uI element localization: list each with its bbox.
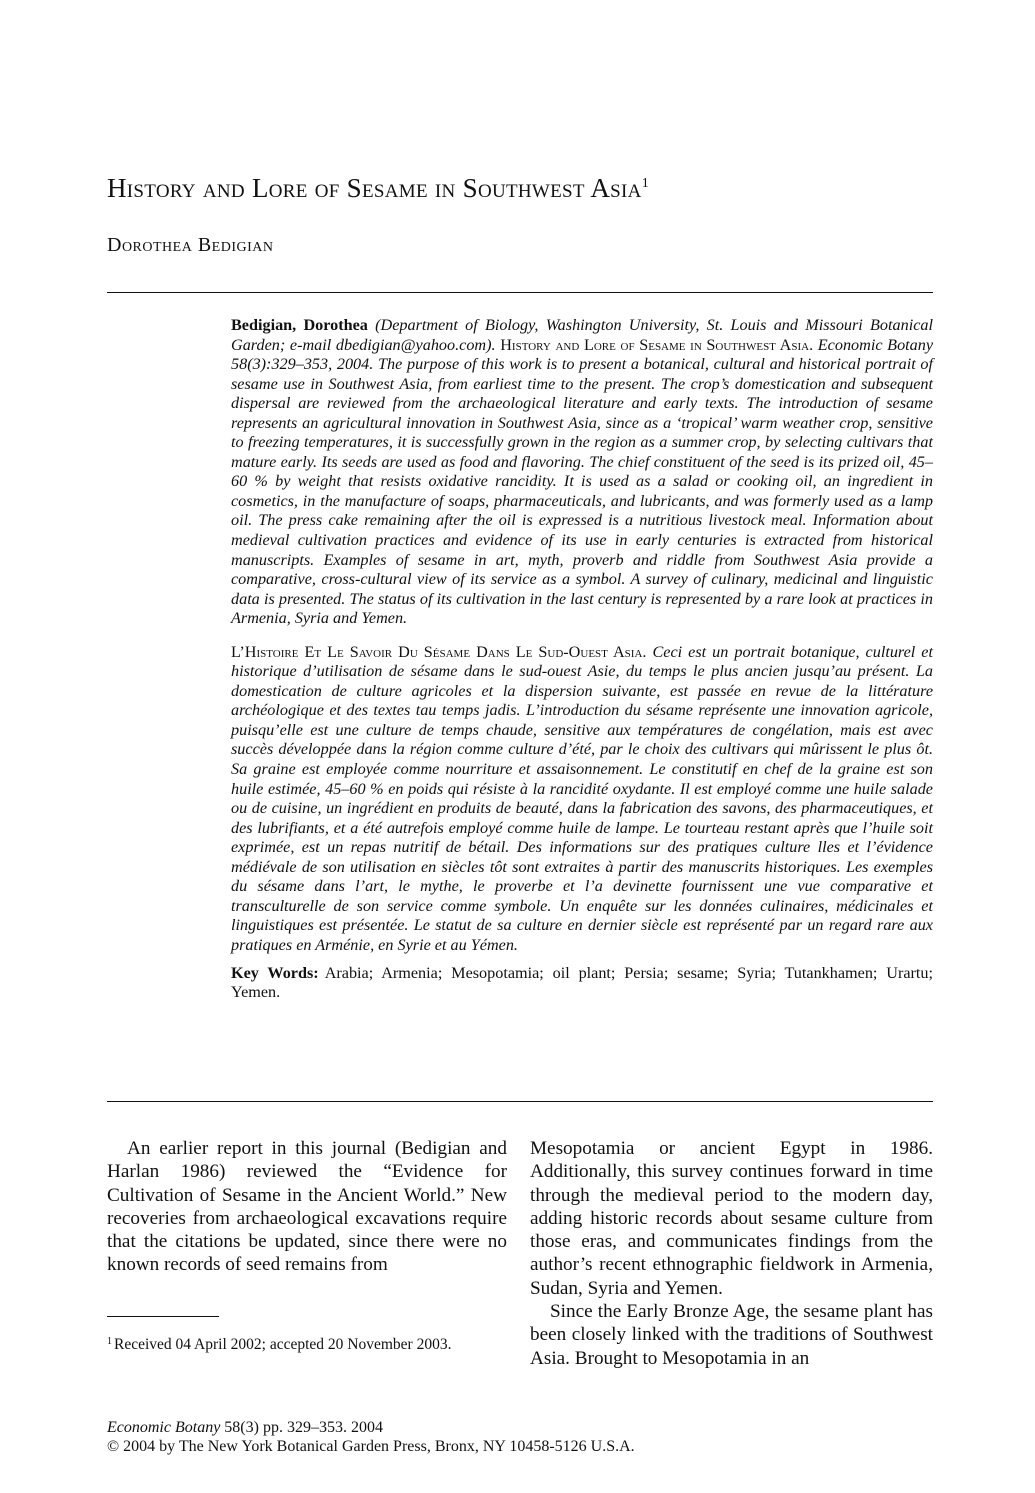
footnote-text: Received 04 April 2002; accepted 20 November 2003. bbox=[114, 1336, 452, 1353]
keywords bbox=[231, 964, 933, 1003]
abstract-citation: Economic Botany 58(3):329–353, 2004. bbox=[231, 335, 934, 374]
body-column-left bbox=[107, 1137, 507, 1277]
title-footnote-mark: 1 bbox=[641, 176, 650, 191]
footnote-mark: 1 bbox=[107, 1336, 112, 1347]
abstract-author-name: Bedigian, Dorothea bbox=[231, 316, 368, 334]
journal-name: Economic Botany bbox=[107, 1419, 221, 1436]
body-paragraph: Since the Early Bronze Age, the sesame plant has been closely linked with the traditions of Southwest Asia. Brought to Mesopotamia in an bbox=[530, 1301, 933, 1369]
footnote-divider bbox=[107, 1316, 219, 1317]
abstract-french-text: Ceci est un portrait botanique, culturel et historique d’utilisation de sésame dans le sud-ouest Asie, du temps le plus ancien jusqu’au présent. La domestication de culture agricoles et la dispersion suivante, est passée en revue de la littérature archéologique et des textes tau temps jadis. L’introduction du sésame représente une innovation agricole, puisqu’elle est une culture de temps chaude, sensitive aux températures de congélation, mais est avec succès développée dans la région comme culture d’été, par le choix des cultivars qui mûrissent le plus ôt. Sa graine est employée comme nourriture et assaisonnement. Le constitutif en chef de la graine est son huile estimée, 45–60 % en poids qui résiste à la rancidité oxydante. Il est employé comme une huile salade ou de cuisine, un ingrédient en produits de beauté, dans la fabrication des savons, des pharmaceutiques, et des lubrifiants, et a été autrefois employé comme huile de lampe. Le tourteau restant après que l’huile soit exprimée, est un repas nutritif de bétail. Des informations sur des pratiques culture lles et l’évidence médiévale de son utilisation en siècles tôt sont extraites à partir des manuscrits historiques. Les exemples du sésame dans l’art, le mythe, le proverbe et l’a devinette fournissent une vue comparative et transculturelle de son service comme symbole. Un enquête sur les données culinaires, médicinales et linguistiques est présentée. Le statut de sa culture en dernier siècle est représenté par un regard rare aux pratiques en Arménie, en Syrie et au Yémen. bbox=[231, 642, 933, 954]
keywords-label: Key Words: bbox=[231, 963, 319, 982]
bottom-divider bbox=[107, 1101, 933, 1102]
top-divider bbox=[107, 292, 933, 293]
article-title bbox=[107, 173, 649, 204]
abstract-french bbox=[231, 643, 933, 956]
abstract-block bbox=[231, 316, 933, 1003]
article-title-text: History and Lore of Sesame in Southwest Asia bbox=[107, 173, 642, 203]
abstract-french-title: L’Histoire Et Le Savoir Du Sésame Dans Le Sud-Ouest Asia. bbox=[231, 642, 647, 661]
body-column-right bbox=[530, 1137, 933, 1370]
article-author: Dorothea Bedigian bbox=[107, 234, 274, 256]
footnote bbox=[107, 1332, 507, 1354]
copyright-line: © 2004 by The New York Botanical Garden Press, Bronx, NY 10458-5126 U.S.A. bbox=[107, 1438, 635, 1455]
abstract-text: The purpose of this work is to present a botanical, cultural and historical portrait of sesame use in Southwest Asia, from earliest time to the present. The crop’s domestication and subsequent dispersal are reviewed from the archaeological literature and early texts. The introduction of sesame represents an agricultural innovation in Southwest Asia, since as a ‘tropical’ warm weather crop, sensitive to freezing temperatures, it is successfully grown in the region as a summer crop, by selecting cultivars that mature early. Its seeds are used as food and flavoring. The chief constituent of the seed is its prized oil, 45–60 % by weight that resists oxidative rancidity. It is used as a salad or cooking oil, an ingredient in cosmetics, in the manufacture of soaps, pharmaceuticals, and lubricants, and was formerly used as a lamp oil. The press cake remaining after the oil is expressed is a nutritious livestock meal. Information about medieval cultivation practices and evidence of its use in early centuries is extracted from historical manuscripts. Examples of sesame in art, myth, proverb and riddle from Southwest Asia provide a comparative, cross-cultural view of its service as a symbol. A survey of culinary, medicinal and linguistic data is presented. The status of its cultivation in the last century is represented by a rare look at practices in Armenia, Syria and Yemen. bbox=[231, 355, 934, 628]
abstract-title-repeat: History and Lore of Sesame in Southwest Asia. bbox=[500, 335, 814, 354]
journal-issue: 58(3) pp. 329–353. 2004 bbox=[224, 1419, 383, 1436]
body-paragraph: An earlier report in this journal (Bedigian and Harlan 1986) reviewed the “Evidence for Cultivation of Sesame in the Ancient World.” New recoveries from archaeological excavations require that the citations be updated, since there were no known records of seed remains from bbox=[107, 1138, 507, 1276]
abstract-affiliation: (Department of Biology, Washington University, St. Louis and Missouri Botanical Garden; e-mail dbedigian@yahoo.com). bbox=[231, 316, 933, 354]
journal-citation bbox=[107, 1418, 383, 1437]
keywords-list: Arabia; Armenia; Mesopotamia; oil plant; Persia; sesame; Syria; Tutankhamen; Urartu; Yemen. bbox=[231, 963, 934, 1002]
abstract-english bbox=[231, 316, 933, 629]
body-paragraph-continued: Mesopotamia or ancient Egypt in 1986. Additionally, this survey continues forward in time through the medieval period to the modern day, adding historic records about sesame culture from those eras, and communicates findings from the author’s recent ethnographic fieldwork in Armenia, Sudan, Syria and Yemen. bbox=[530, 1138, 933, 1299]
